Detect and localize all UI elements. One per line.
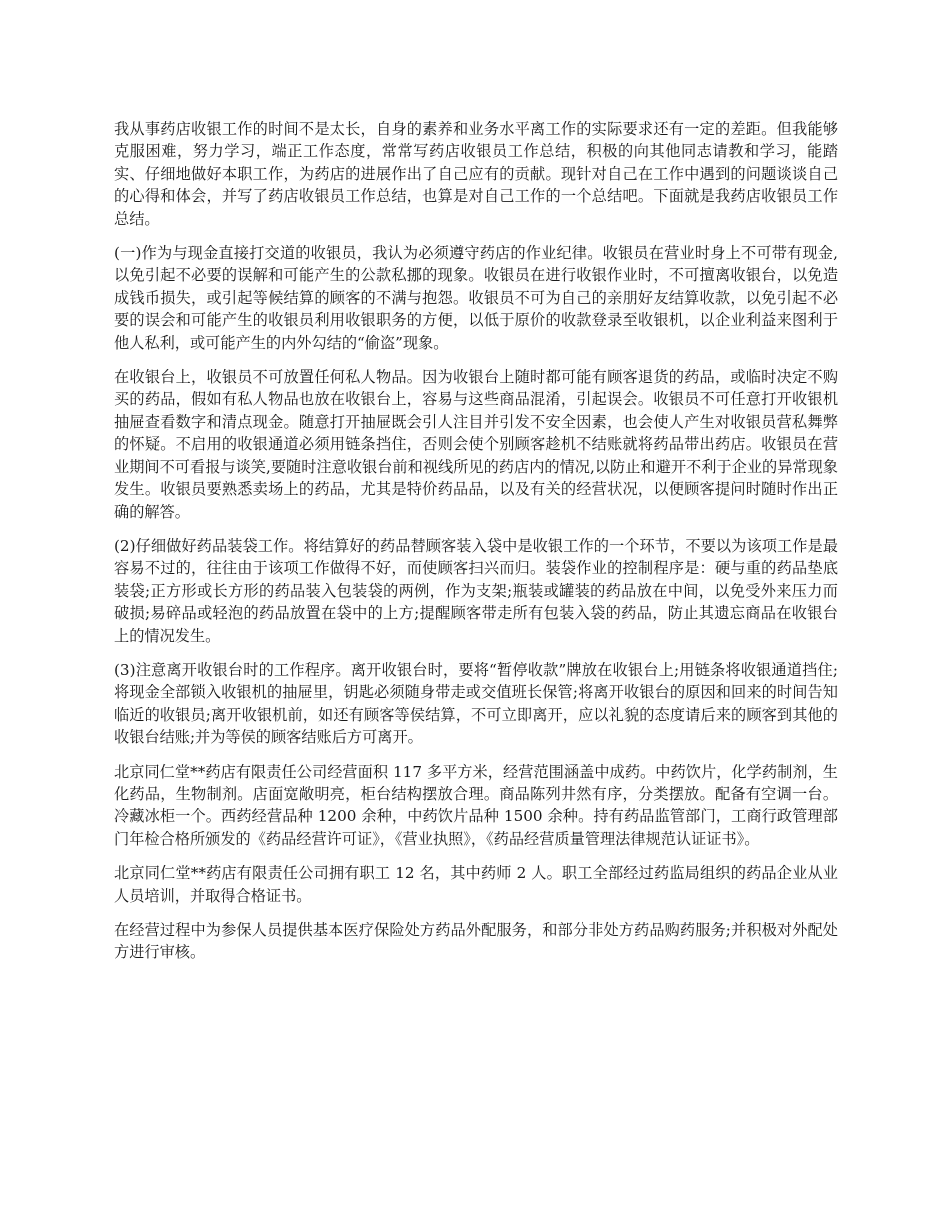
paragraph-services: 在经营过程中为参保人员提供基本医疗保险处方药品外配服务，和部分非处方药品购药服务;并积极对外配处方进行审核。 [114, 921, 838, 962]
paragraph-staff: 北京同仁堂**药店有限责任公司拥有职工 12 名，其中药师 2 人。职工全部经过药监局组织的药品企业从业人员培训，并取得合格证书。 [114, 864, 838, 905]
paragraph-leaving-counter: (3)注意离开收银台时的工作程序。离开收银台时，要将“暂停收款”牌放在收银台上;用链条将收银通道挡住;将现金全部锁入收银机的抽屉里，钥匙必须随身带走或交值班长保管;将离开收银台的原因和回来的时间告知临近的收银员;离开收银机前，如还有顾客等侯结算，不可立即离开，应以礼貌的态度请后来的顾客到其他的收银台结账;并为等侯的顾客结账后方可离开。 [114, 660, 838, 747]
paragraph-discipline: (一)作为与现金直接打交道的收银员，我认为必须遵守药店的作业纪律。收银员在营业时身上不可带有现金,以免引起不必要的误解和可能产生的公款私挪的现象。收银员在进行收银作业时，不可擅离收银台，以免造成钱币损失，或引起等候结算的顾客的不满与抱怨。收银员不可为自己的亲朋好友结算收款，以免引起不必要的误会和可能产生的收银员利用收银职务的方便，以低于原价的收款登录至收银机，以企业利益来图利于他人私利，或可能产生的内外勾结的“偷盗”现象。 [114, 244, 838, 352]
paragraph-counter-rules: 在收银台上，收银员不可放置任何私人物品。因为收银台上随时都可能有顾客退货的药品，或临时决定不购买的药品，假如有私人物品也放在收银台上，容易与这些商品混淆，引起误会。收银员不可任意打开收银机抽屉查看数字和清点现金。随意打开抽屉既会引人注目并引发不安全因素，也会使人产生对收银员营私舞弊的怀疑。不启用的收银通道必须用链条挡住，否则会使个别顾客趁机不结账就将药品带出药店。收银员在营业期间不可看报与谈笑,要随时注意收银台前和视线所见的药店内的情况,以防止和避开不利于企业的异常现象发生。收银员要熟悉卖场上的药品，尤其是特价药品品，以及有关的经营状况，以便顾客提问时随时作出正确的解答。 [114, 368, 838, 521]
document-body [114, 118, 838, 976]
paragraph-bagging: (2)仔细做好药品装袋工作。将结算好的药品替顾客装入袋中是收银工作的一个环节，不要以为该项工作是最容易不过的，往往由于该项工作做得不好，而使顾客扫兴而归。装袋作业的控制程序是：硬与重的药品垫底装袋;正方形或长方形的药品装入包装袋的两例，作为支架;瓶装或罐装的药品放在中间，以免受外来压力而破损;易碎品或轻泡的药品放置在袋中的上方;提醒顾客带走所有包装入袋的药品，防止其遗忘商品在收银台上的情况发生。 [114, 536, 838, 645]
paragraph-store-overview: 北京同仁堂**药店有限责任公司经营面积 117 多平方米，经营范围涵盖中成药。中药饮片，化学药制剂，生化药品，生物制剂。店面宽敞明亮，柜台结构摆放合理。商品陈列井然有序，分类摆放。配备有空调一台。冷藏冰柜一个。西药经营品种 1200 余种，中药饮片品种 1500 余种。持有药品监管部门，工商行政管理部门年检合格所颁发的《药品经营许可证》，《营业执照》，《药品经营质量管理法律规范认证证书》。 [114, 762, 838, 848]
paragraph-intro: 我从事药店收银工作的时间不是太长，自身的素养和业务水平离工作的实际要求还有一定的差距。但我能够克服困难，努力学习，端正工作态度，常常写药店收银员工作总结，积极的向其他同志请教和学习，能踏实、仔细地做好本职工作，为药店的进展作出了自己应有的贡献。现针对自己在工作中遇到的问题谈谈自己的心得和体会，并写了药店收银员工作总结，也算是对自己工作的一个总结吧。下面就是我药店收银员工作总结。 [114, 120, 838, 228]
